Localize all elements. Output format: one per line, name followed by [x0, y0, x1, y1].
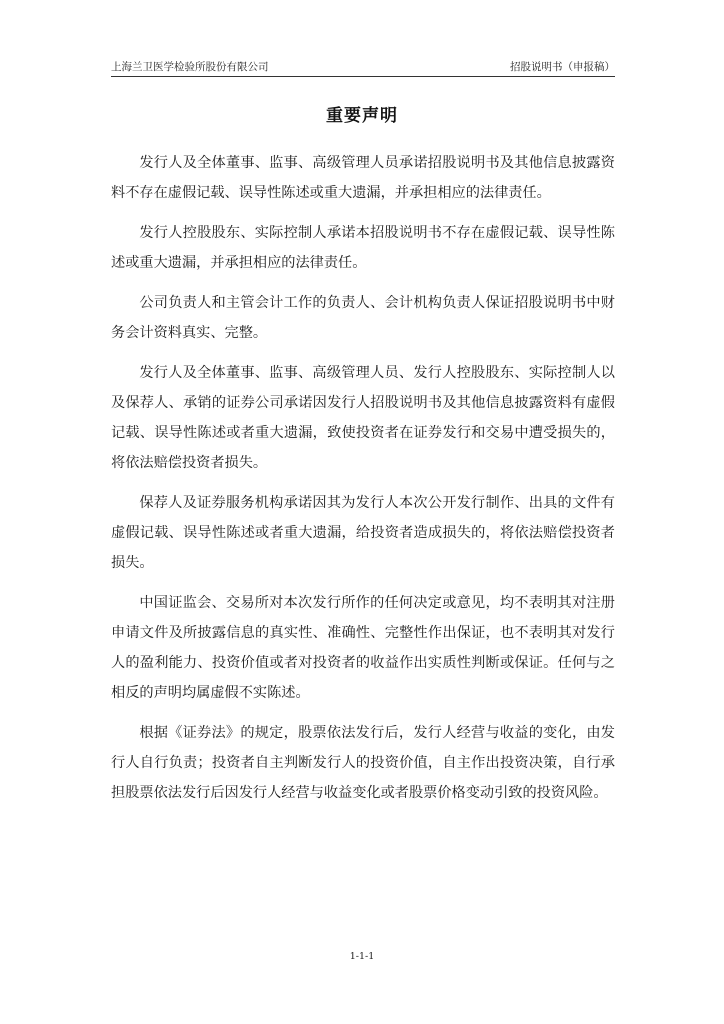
paragraph-sponsor-commitment: 保荐人及证券服务机构承诺因其为发行人本次公开发行制作、出具的文件有虚假记载、误导性陈述或者重大遗漏，给投资者造成损失的，将依法赔偿投资者损失。	[111, 495, 615, 571]
header-document-type: 招股说明书（申报稿）	[510, 61, 615, 73]
paragraph-regulator-disclaimer: 中国证监会、交易所对本次发行所作的任何决定或意见，均不表明其对注册申请文件及所披露信息的真实性、准确性、完整性作出保证，也不表明其对发行人的盈利能力、投资价值或者对投资者的收益作出实质性判断或保证。任何与之相反的声明均属虚假不实陈述。	[111, 595, 615, 701]
header-company-name: 上海兰卫医学检验所股份有限公司	[111, 61, 269, 73]
document-body	[111, 148, 615, 818]
page-number: 1-1-1	[349, 951, 375, 962]
page-header	[111, 60, 615, 76]
paragraph-financial-accuracy: 公司负责人和主管会计工作的负责人、会计机构负责人保证招股说明书中财务会计资料真实、完整。	[111, 295, 615, 341]
page-title: 重要声明	[326, 106, 398, 126]
paragraph-investment-risk: 根据《证券法》的规定，股票依法发行后，发行人经营与收益的变化，由发行人自行负责；投资者自主判断发行人的投资价值，自主作出投资决策，自行承担股票依法发行后因发行人经营与收益变化或者股票价格变动引致的投资风险。	[111, 725, 615, 801]
paragraph-directors-commitment: 发行人及全体董事、监事、高级管理人员承诺招股说明书及其他信息披露资料不存在虚假记载、误导性陈述或重大遗漏，并承担相应的法律责任。	[111, 155, 615, 201]
header-divider	[111, 76, 615, 77]
paragraph-controlling-shareholder-commitment: 发行人控股股东、实际控制人承诺本招股说明书不存在虚假记载、误导性陈述或重大遗漏，并承担相应的法律责任。	[111, 225, 615, 271]
paragraph-compensation-commitment: 发行人及全体董事、监事、高级管理人员、发行人控股股东、实际控制人以及保荐人、承销的证券公司承诺因发行人招股说明书及其他信息披露资料有虚假记载、误导性陈述或者重大遗漏，致使投资者在证券发行和交易中遭受损失的，将依法赔偿投资者损失。	[111, 365, 615, 471]
